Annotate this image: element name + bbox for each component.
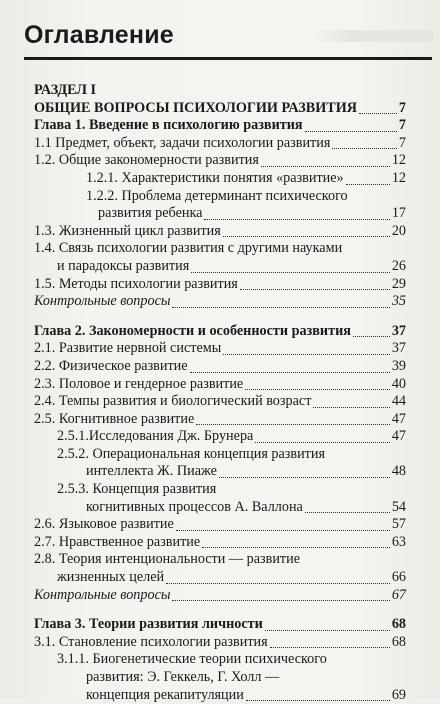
toc-entry-title: Глава 2. Закономерности и особенности развития bbox=[34, 322, 351, 339]
leader-dots bbox=[245, 388, 390, 390]
leader-dots bbox=[223, 235, 390, 237]
toc-page-number: 12 bbox=[391, 169, 406, 186]
toc-entry[interactable] bbox=[34, 393, 406, 411]
section-label: РАЗДЕЛ I bbox=[34, 82, 97, 98]
toc-entry-chapter[interactable] bbox=[34, 117, 406, 135]
toc-entry-line: 1.2.2. Проблема детерминант психического bbox=[86, 187, 348, 204]
leader-dots bbox=[202, 546, 390, 548]
leader-dots bbox=[305, 511, 390, 513]
leader-dots bbox=[346, 183, 390, 185]
toc-entry[interactable] bbox=[34, 534, 406, 552]
toc-entry-title: и парадоксы развития bbox=[57, 257, 190, 274]
toc-entry[interactable] bbox=[34, 463, 406, 481]
toc-page-number: 29 bbox=[391, 275, 406, 292]
toc-page-number: 44 bbox=[391, 393, 406, 410]
leader-dots bbox=[191, 271, 390, 273]
leader-dots bbox=[246, 699, 390, 701]
toc-entry[interactable] bbox=[34, 170, 406, 188]
toc-entry-title: 1.2.1. Характеристики понятия «развитие» bbox=[86, 169, 344, 186]
toc-entry-title: 3.1. Становление психологии развития bbox=[34, 633, 268, 650]
toc-entry[interactable] bbox=[34, 276, 406, 294]
leader-dots bbox=[240, 288, 390, 290]
toc-page-number: 67 bbox=[391, 586, 406, 603]
toc-page-number: 68 bbox=[391, 616, 406, 633]
toc-entry-line: 2.5.3. Концепция развития bbox=[57, 481, 217, 498]
leader-dots bbox=[305, 130, 397, 132]
toc-page-number: 26 bbox=[391, 257, 406, 274]
toc-entry[interactable] bbox=[34, 135, 406, 153]
toc-page-number: 37 bbox=[391, 340, 406, 357]
spacer bbox=[34, 311, 406, 323]
toc-entry-title: 2.1. Развитие нервной системы bbox=[34, 340, 222, 357]
leader-dots bbox=[172, 306, 389, 308]
toc-page-number: 57 bbox=[391, 516, 406, 533]
title-rule bbox=[24, 57, 432, 60]
toc-entry[interactable] bbox=[34, 205, 406, 223]
toc-entry-line: развития: Э. Геккель, Г. Холл — bbox=[86, 669, 280, 685]
leader-dots bbox=[196, 423, 390, 425]
toc-entry-title: 1.2. Общие закономерности развития bbox=[34, 152, 259, 169]
toc-entry-section[interactable] bbox=[34, 100, 406, 118]
toc-page-number: 12 bbox=[391, 152, 406, 169]
toc-entry-line: 1.4. Связь психологии развития с другими науками bbox=[34, 240, 343, 257]
toc-page-number: 7 bbox=[398, 134, 406, 151]
leader-dots bbox=[190, 371, 390, 373]
leader-dots bbox=[332, 147, 397, 149]
toc-entry-title: 2.5. Когнитивное развитие bbox=[34, 410, 195, 427]
toc-entry-title: 2.6. Языковое развитие bbox=[34, 516, 174, 533]
toc-page-number: 7 bbox=[398, 99, 406, 116]
toc-page-number: 7 bbox=[398, 117, 406, 134]
page-title: Оглавление bbox=[24, 21, 174, 49]
toc-entry-title: 1.3. Жизненный цикл развития bbox=[34, 222, 221, 239]
toc-page-number: 68 bbox=[391, 633, 406, 650]
toc-page-number: 47 bbox=[391, 410, 406, 427]
leader-dots bbox=[176, 529, 390, 531]
leader-dots bbox=[219, 476, 390, 478]
toc-entry[interactable] bbox=[34, 516, 406, 534]
toc-page-number: 63 bbox=[391, 533, 406, 550]
toc-page-number: 66 bbox=[391, 569, 406, 586]
toc-entry-title: жизненных целей bbox=[57, 569, 165, 586]
toc-page-number: 37 bbox=[391, 322, 406, 339]
toc-entry[interactable] bbox=[34, 411, 406, 429]
toc-entry[interactable] bbox=[34, 687, 406, 704]
toc-entry-line: 2.8. Теория интенциональности — развитие bbox=[34, 551, 301, 568]
toc-entry-review[interactable] bbox=[34, 293, 406, 311]
toc-entry-line: 3.1.1. Биогенетические теории психического bbox=[57, 651, 327, 668]
toc-entry-title: 2.7. Нравственное развитие bbox=[34, 533, 201, 550]
toc-page-number: 20 bbox=[391, 222, 406, 239]
toc-page-number: 69 bbox=[391, 686, 406, 703]
leader-dots bbox=[255, 441, 389, 443]
toc-entry-title: ОБЩИЕ ВОПРОСЫ ПСИХОЛОГИИ РАЗВИТИЯ bbox=[34, 99, 357, 116]
toc-entry-title: когнитивных процессов А. Валлона bbox=[86, 498, 303, 515]
toc-entry[interactable] bbox=[34, 358, 406, 376]
toc-entry[interactable] bbox=[34, 340, 406, 358]
leader-dots bbox=[359, 112, 397, 114]
toc-entry-title: Глава 1. Введение в психологию развития bbox=[34, 117, 303, 134]
toc-entry-title: Контрольные вопросы bbox=[34, 293, 171, 310]
toc-entry[interactable] bbox=[34, 152, 406, 170]
leader-dots bbox=[223, 353, 390, 355]
spacer bbox=[34, 604, 406, 616]
toc-entry-title: Контрольные вопросы bbox=[34, 586, 171, 603]
toc-entry-title: 2.3. Половое и гендерное развитие bbox=[34, 375, 244, 392]
toc-entry-title: 1.1 Предмет, объект, задачи психологии развития bbox=[34, 134, 331, 151]
toc-entry-title: 2.5.1.Исследования Дж. Брунера bbox=[57, 428, 254, 445]
toc-entry-title: 1.5. Методы психологии развития bbox=[34, 275, 238, 292]
toc-entry[interactable] bbox=[34, 428, 406, 446]
toc-entry[interactable] bbox=[34, 223, 406, 241]
toc-entry-chapter[interactable] bbox=[34, 323, 406, 341]
toc-page-number: 35 bbox=[391, 293, 406, 310]
toc-entry-title: Глава 3. Теории развития личности bbox=[34, 616, 263, 633]
toc-entry-title: развития ребенка bbox=[98, 205, 203, 222]
toc-entry-line: 2.5.2. Операциональная концепция развития bbox=[57, 445, 326, 462]
toc-entry-title: интеллекта Ж. Пиаже bbox=[86, 463, 217, 480]
toc-page-number: 47 bbox=[391, 428, 406, 445]
toc-entry-chapter[interactable] bbox=[34, 616, 406, 634]
toc-page-number: 17 bbox=[391, 205, 406, 222]
toc-entry-title: концепция рекапитуляции bbox=[86, 686, 244, 703]
leader-dots bbox=[204, 218, 389, 220]
toc-entry-review[interactable] bbox=[34, 587, 406, 605]
toc-page-number: 39 bbox=[391, 357, 406, 374]
leader-dots bbox=[166, 582, 390, 584]
toc-entry[interactable] bbox=[34, 376, 406, 394]
page-header bbox=[24, 20, 430, 50]
toc-page-number: 40 bbox=[391, 375, 406, 392]
toc-entry[interactable] bbox=[34, 499, 406, 517]
toc-entry-title: 2.4. Темпы развития и биологический возраст bbox=[34, 393, 312, 410]
leader-dots bbox=[353, 335, 390, 337]
toc-page-number: 54 bbox=[391, 498, 406, 515]
toc-entry-title: 2.2. Физическое развитие bbox=[34, 357, 188, 374]
leader-dots bbox=[172, 599, 389, 601]
toc-entry[interactable] bbox=[34, 258, 406, 276]
toc-entry[interactable] bbox=[34, 569, 406, 587]
toc-entry[interactable] bbox=[34, 634, 406, 652]
toc-page-number: 48 bbox=[391, 463, 406, 480]
leader-dots bbox=[265, 629, 390, 631]
leader-dots bbox=[261, 165, 390, 167]
leader-dots bbox=[270, 646, 390, 648]
leader-dots bbox=[313, 406, 389, 408]
table-of-contents bbox=[34, 82, 406, 704]
